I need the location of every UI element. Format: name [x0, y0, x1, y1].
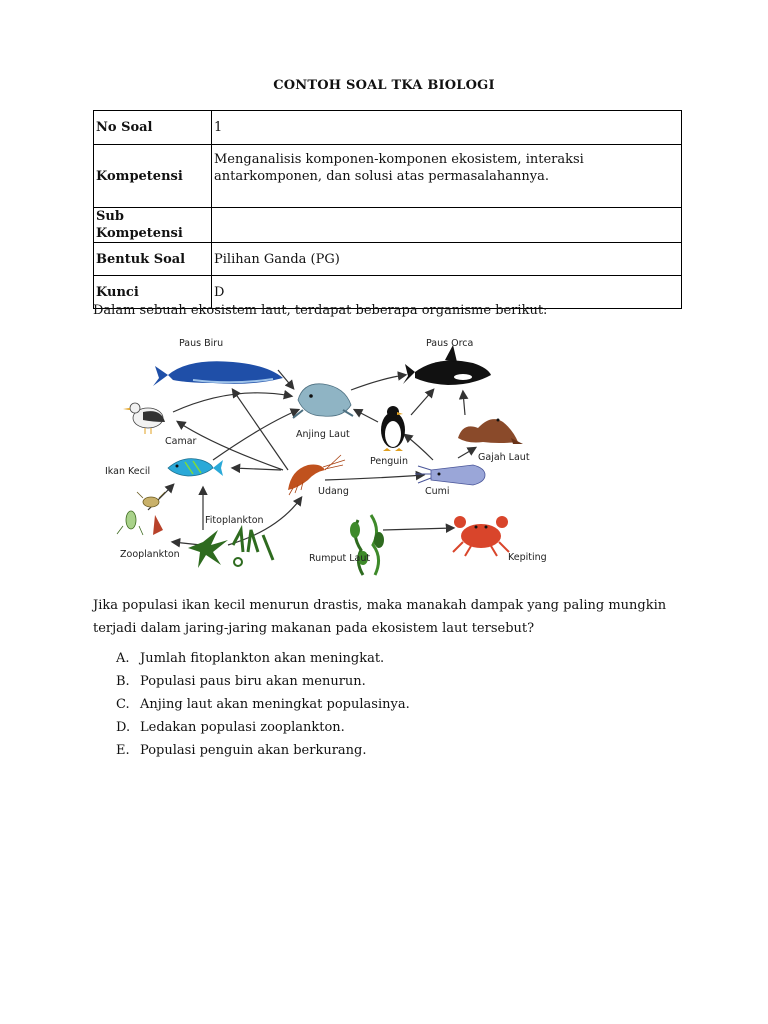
label-fitoplankton: Fitoplankton	[205, 515, 264, 526]
crab-icon	[453, 516, 509, 556]
label-rumput-laut: Rumput Laut	[309, 553, 371, 564]
option-d[interactable]	[116, 719, 410, 742]
table-value	[212, 208, 682, 243]
label-anjing-laut: Anjing Laut	[296, 429, 350, 440]
phytoplankton-icon	[188, 530, 273, 568]
table-row	[94, 208, 682, 243]
option-letter: D.	[116, 720, 131, 735]
arrow-camar-to-anjing	[173, 393, 291, 412]
arrow-penguin-to-anjing	[355, 410, 378, 422]
option-letter: A.	[116, 651, 130, 666]
food-web-diagram	[93, 330, 553, 580]
label-gajah-laut: Gajah Laut	[478, 452, 530, 463]
option-letter: B.	[116, 674, 130, 689]
option-c[interactable]	[116, 696, 410, 719]
arrow-udang-to-cumi	[325, 475, 423, 480]
arrow-ikan-to-anjing	[213, 410, 298, 460]
option-text: Ledakan populasi zooplankton.	[140, 720, 345, 735]
arrow-udang-to-paus	[233, 390, 288, 470]
small-fish-icon	[168, 459, 223, 476]
orca-icon	[403, 345, 491, 385]
sea-lion-icon	[458, 419, 523, 445]
label-kepiting: Kepiting	[508, 552, 547, 563]
label-paus-orca: Paus Orca	[426, 338, 474, 349]
label-penguin: Penguin	[370, 456, 408, 467]
table-label: No Soal	[94, 111, 212, 145]
table-label: Sub Kompetensi	[94, 208, 212, 243]
arrow-cumi-to-gajah	[458, 448, 475, 458]
question-meta-table	[93, 110, 682, 309]
table-value: D	[212, 276, 682, 309]
label-paus-biru: Paus Biru	[179, 338, 224, 349]
table-label: Kompetensi	[94, 145, 212, 208]
table-value: Menganalisis komponen-komponen ekosistem, interaksi antarkomponen, dan solusi atas permasalahannya.	[212, 145, 682, 208]
arrow-rumput-to-kepiting	[383, 528, 453, 530]
food-web-svg	[93, 330, 553, 580]
intro-text: Dalam sebuah ekosistem laut, terdapat beberapa organisme berikut:	[93, 303, 548, 318]
arrow-cumi-to-penguin	[405, 435, 433, 460]
label-udang: Udang	[318, 486, 349, 497]
label-zooplankton: Zooplankton	[120, 549, 180, 560]
option-text: Populasi penguin akan berkurang.	[140, 743, 367, 758]
option-a[interactable]	[116, 650, 410, 673]
table-value: 1	[212, 111, 682, 145]
option-b[interactable]	[116, 673, 410, 696]
option-text: Jumlah fitoplankton akan meningkat.	[140, 651, 385, 666]
table-row	[94, 111, 682, 145]
option-text: Anjing laut akan meningkat populasinya.	[140, 697, 410, 712]
seaweed-icon	[350, 515, 384, 575]
table-row	[94, 243, 682, 276]
arrow-anjing-to-orca	[351, 375, 405, 390]
zooplankton-icon	[117, 492, 165, 535]
gull-icon	[123, 403, 165, 434]
table-value: Pilihan Ganda (PG)	[212, 243, 682, 276]
table-row	[94, 145, 682, 208]
option-letter: C.	[116, 697, 130, 712]
answer-options	[116, 650, 410, 765]
squid-icon	[415, 465, 485, 485]
arrow-gajah-to-orca	[463, 392, 465, 415]
document-title: CONTOH SOAL TKA BIOLOGI	[273, 78, 495, 93]
label-camar: Camar	[165, 436, 197, 447]
option-letter: E.	[116, 743, 130, 758]
seal-icon	[293, 384, 353, 418]
arrow-udang-to-ikan	[233, 468, 281, 470]
label-cumi: Cumi	[425, 486, 450, 497]
option-text: Populasi paus biru akan menurun.	[140, 674, 366, 689]
table-label: Kunci	[94, 276, 212, 309]
option-e[interactable]	[116, 742, 410, 765]
arrow-paus-to-anjing	[278, 370, 293, 388]
question-text: Jika populasi ikan kecil menurun drastis, maka manakah dampak yang paling mungkin terjadi dalam jaring-jaring makanan pada ekosistem laut tersebut?	[93, 598, 667, 636]
table-label: Bentuk Soal	[94, 243, 212, 276]
label-ikan-kecil: Ikan Kecil	[105, 466, 151, 477]
blue-whale-icon	[153, 361, 283, 386]
arrow-penguin-to-orca	[411, 390, 433, 415]
penguin-icon	[381, 406, 405, 451]
